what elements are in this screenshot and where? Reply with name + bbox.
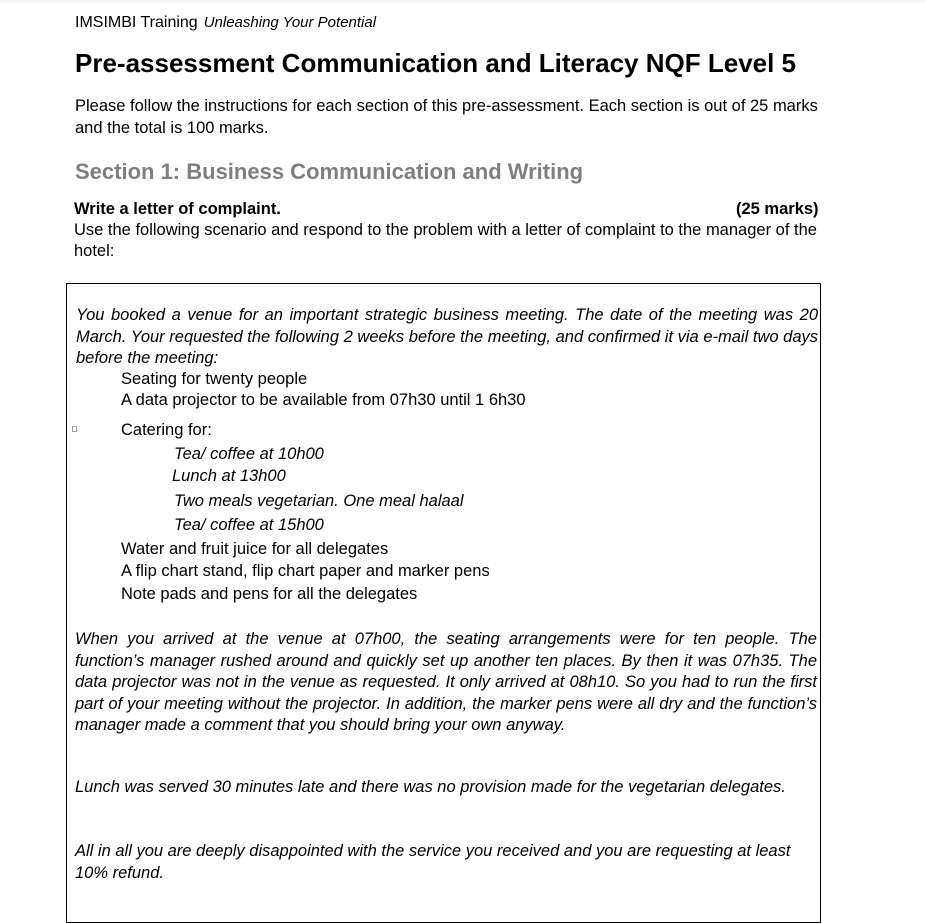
- task-title: Write a letter of complaint.: [74, 200, 281, 218]
- section-heading: Section 1: Business Communication and Writing: [75, 159, 584, 184]
- task-instructions: Use the following scenario and respond to the problem with a letter of complaint to the manager of the hotel:: [74, 221, 817, 260]
- catering-item: Tea/ coffee at 10h00: [174, 445, 324, 463]
- page-top-shadow: [0, 0, 925, 5]
- list-marker-glyph: [72, 426, 77, 432]
- org-name: IMSIMBI Training: [75, 14, 198, 31]
- header-tagline: Unleashing Your Potential: [203, 14, 377, 31]
- request-catering-label: Catering for:: [121, 421, 212, 439]
- catering-item: Lunch at 13h00: [172, 467, 286, 485]
- request-flipchart: A flip chart stand, flip chart paper and marker pens: [121, 562, 490, 580]
- request-notepads: Note pads and pens for all the delegates: [121, 585, 418, 603]
- instructions-paragraph: Please follow the instructions for each section of this pre-assessment. Each section is out of 25 marks and the total is 100 marks.: [75, 97, 818, 137]
- catering-item: Tea/ coffee at 15h00: [174, 516, 324, 534]
- catering-item: Two meals vegetarian. One meal halaal: [174, 492, 464, 510]
- request-water: Water and fruit juice for all delegates: [121, 540, 389, 558]
- request-seating: Seating for twenty people: [121, 370, 308, 388]
- document-header: [75, 14, 376, 32]
- scenario-intro: You booked a venue for an important strategic business meeting. The date of the meeting was 20 March. Your requested the following 2 weeks before the meeting, and confirmed it via e-mail two days before the meeting:: [76, 306, 818, 367]
- request-projector: A data projector to be available from 07h30 until 1 6h30: [121, 391, 526, 409]
- scenario-paragraph-refund: All in all you are deeply disappointed with the service you received and you are requesting at least 10% refund.: [75, 842, 791, 882]
- document-title: Pre-assessment Communication and Literacy NQF Level 5: [75, 48, 797, 78]
- scenario-paragraph-arrival: When you arrived at the venue at 07h00, the seating arrangements were for ten people. The function’s manager rushed around and quickly set up another ten places. By then it was 07h35. The data projector was not in the venue as requested. It only arrived at 08h10. So you had to run the first part of your meeting without the projector. In addition, the marker pens were all dry and the function’s manager made a comment that you should bring your own anyway.: [75, 630, 817, 734]
- scenario-paragraph-lunch: Lunch was served 30 minutes late and there was no provision made for the vegetarian delegates.: [75, 778, 786, 796]
- task-marks: (25 marks): [736, 200, 819, 218]
